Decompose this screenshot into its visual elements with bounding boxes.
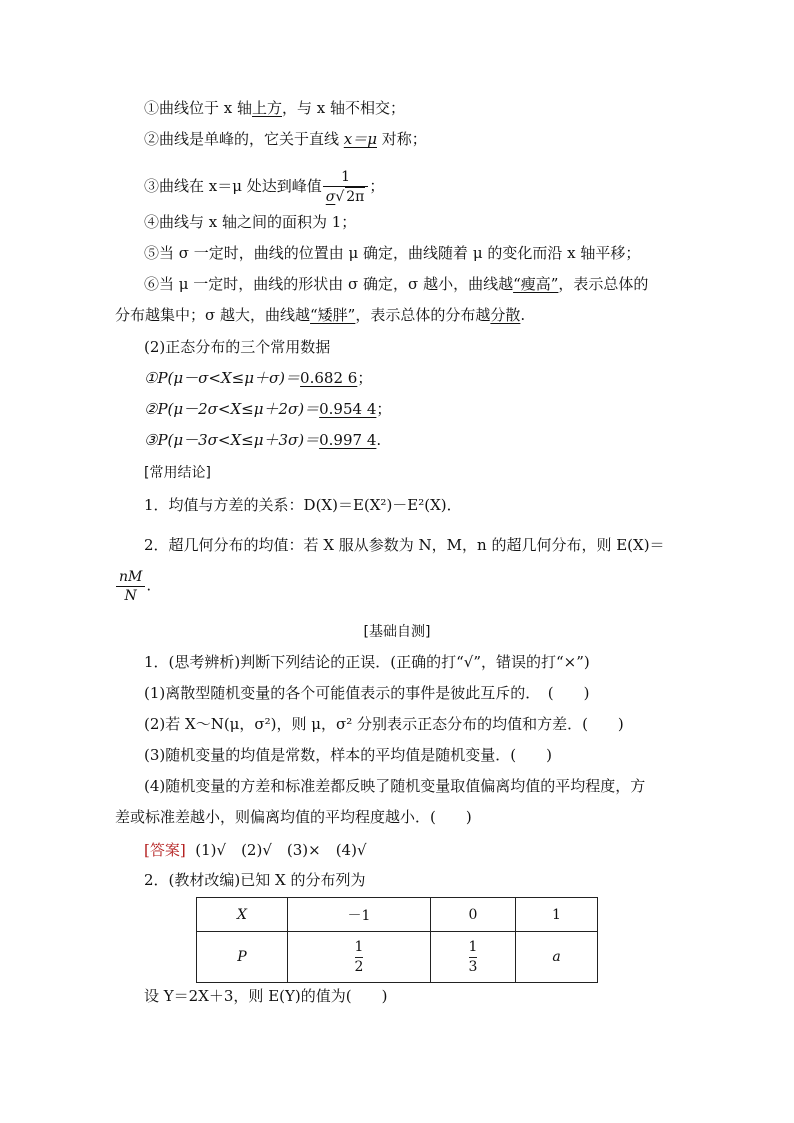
question-1-item-4: (4)随机变量的方差和标准差都反映了随机变量取值偏离均值的平均程度，方: [144, 777, 646, 795]
answer-line: [144, 839, 367, 861]
conclusions-tag: [常用结论]: [144, 465, 211, 481]
table-cell: X: [197, 898, 288, 932]
sqrt-icon: √: [335, 189, 345, 205]
table-cell: a: [516, 932, 598, 983]
property-4: ④曲线与 x 轴之间的面积为 1；: [144, 213, 357, 231]
blank-answer: 分散: [490, 306, 521, 324]
blank-answer: “矮胖”: [310, 306, 356, 324]
property-1: ①曲线位于 x 轴上方，与 x 轴不相交；: [144, 99, 406, 117]
answer-tag: [答案]: [144, 841, 186, 859]
common-data-title: (2)正态分布的三个常用数据: [144, 338, 331, 356]
table-cell: $\frac{1}{3}$: [431, 932, 516, 983]
question-1-item-2: (2)若 X～N(μ，σ²)，则 μ，σ² 分别表示正态分布的均值和方差．( ): [144, 715, 624, 733]
distribution-table: [196, 897, 598, 983]
table-cell: －1: [288, 898, 431, 932]
conclusion-2-fraction: $\frac{nM}{N}$ .: [115, 568, 151, 605]
common-data-item-1: ①P(μ－σ<X≤μ＋σ)＝0.682 6；: [144, 369, 373, 387]
conclusion-1: 1．均值与方差的关系：D(X)＝E(X²)－E²(X)．: [144, 496, 462, 514]
question-2-intro: 2．(教材改编)已知 X 的分布列为: [144, 871, 366, 889]
question-2-question: 设 Y＝2X＋3，则 E(Y)的值为( ): [144, 987, 388, 1005]
property-6: ⑥当 μ 一定时，曲线的形状由 σ 确定，σ 越小，曲线越“瘦高”，表示总体的: [144, 275, 649, 293]
conclusion-2: 2．超几何分布的均值：若 X 服从参数为 N，M，n 的超几何分布，则 E(X)＝: [144, 536, 665, 554]
table-cell: $\frac{1}{2}$: [288, 932, 431, 983]
table-row: [197, 932, 598, 983]
question-1-item-1: (1)离散型随机变量的各个可能值表示的事件是彼此互斥的． ( ): [144, 684, 590, 702]
property-2: ②曲线是单峰的，它关于直线 x＝μ 对称；: [144, 130, 427, 148]
property-6-cont: 分布越集中；σ 越大，曲线越“矮胖”，表示总体的分布越分散.: [115, 306, 526, 324]
question-1-item-4-cont: 差或标准差越小，则偏离均值的平均程度越小．( ): [115, 808, 472, 826]
table-cell: 0: [431, 898, 516, 932]
table-cell: 1: [516, 898, 598, 932]
self-test-heading: [基础自测]: [363, 624, 431, 640]
common-data-item-2: ②P(μ－2σ<X≤μ＋2σ)＝0.954 4；: [144, 400, 392, 418]
blank-answer: 上方: [252, 99, 283, 117]
question-1-intro: 1．(思考辨析)判断下列结论的正误．(正确的打“√”，错误的打“×”): [144, 653, 590, 671]
blank-answer: “瘦高”: [513, 275, 559, 293]
table-cell: P: [197, 932, 288, 983]
question-1-item-3: (3)随机变量的均值是常数，样本的平均值是随机变量．( ): [144, 746, 552, 764]
table-row: [197, 898, 598, 932]
property-5: ⑤当 σ 一定时，曲线的位置由 μ 确定，曲线随着 μ 的变化而沿 x 轴平移；: [144, 244, 641, 262]
property-3: ③曲线在 x＝μ 处达到峰值 $\frac{1}{\sigma√ 2\pi}$ ；: [144, 169, 385, 205]
common-data-item-3: ③P(μ－3σ<X≤μ＋3σ)＝0.997 4.: [144, 431, 382, 449]
answer-text: (1)√ (2)√ (3)× (4)√: [195, 841, 367, 859]
blank-answer: x＝μ: [343, 130, 377, 148]
peak-fraction: $\frac{1}{\sigma√ 2\pi}$: [323, 168, 369, 206]
